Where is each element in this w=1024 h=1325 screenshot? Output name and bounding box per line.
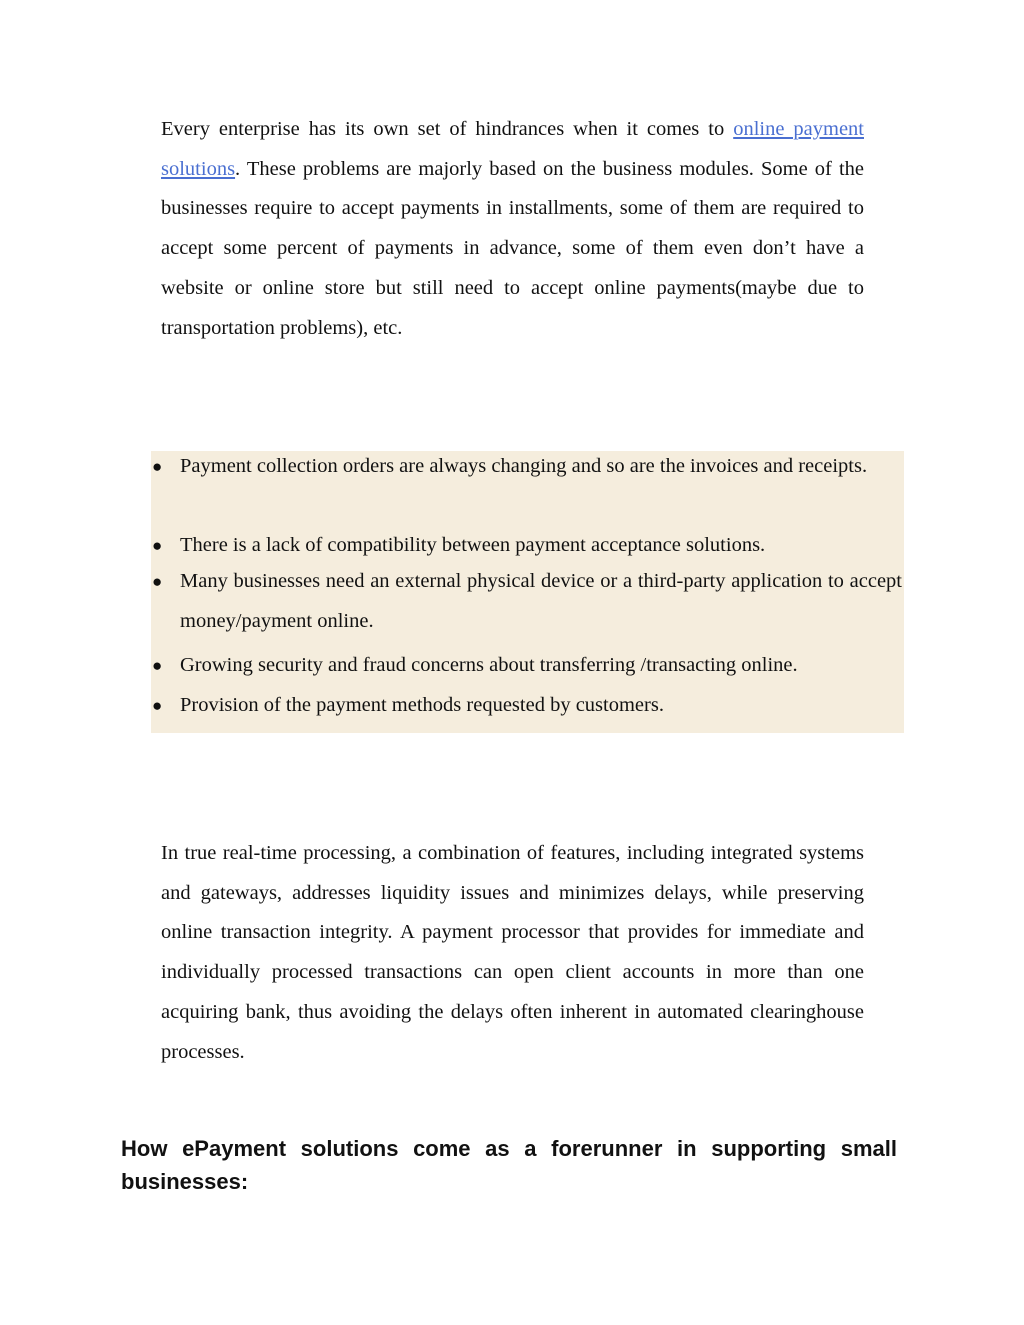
list-item-text: There is a lack of compatibility between payment acceptance solutions.	[180, 534, 766, 556]
list-item-text: Payment collection orders are always changing and so are the invoices and receipts.	[180, 455, 868, 477]
intro-text-before-link: Every enterprise has its own set of hindrances when it comes to	[161, 118, 734, 140]
online-payment-solutions-link[interactable]: online payment solutions	[161, 118, 864, 180]
list-item-text: Provision of the payment methods requested by customers.	[180, 694, 664, 716]
bullet-dot-icon: ●	[152, 696, 163, 715]
bullet-dot-icon: ●	[152, 457, 163, 476]
bullet-dot-icon: ●	[152, 572, 163, 591]
list-item-text: Many businesses need an external physical device or a third-party application to accept money/payment online.	[180, 570, 902, 632]
bullet-dot-icon: ●	[152, 536, 163, 555]
list-item-text: Growing security and fraud concerns about transferring /transacting online.	[180, 654, 798, 676]
section-heading: How ePayment solutions come as a forerunner in supporting small businesses:	[121, 1136, 897, 1194]
challenges-callout	[151, 451, 904, 733]
intro-text-after-link: . These problems are majorly based on the business modules. Some of the businesses require to accept payments in installments, some of them are required to accept some percent of payments in advance, some of them even don’t have a website or online store but still need to accept online payments(maybe due to transportation problems), etc.	[161, 157, 864, 339]
processing-paragraph: In true real-time processing, a combination of features, including integrated systems and gateways, addresses liquidity issues and minimizes delays, while preserving online transaction integrity. A payment processor that provides for immediate and individually processed transactions can open client accounts in more than one acquiring bank, thus avoiding the delays often inherent in automated clearinghouse processes.	[161, 842, 864, 1063]
intro-paragraph	[161, 110, 864, 348]
bullet-dot-icon: ●	[152, 656, 163, 675]
